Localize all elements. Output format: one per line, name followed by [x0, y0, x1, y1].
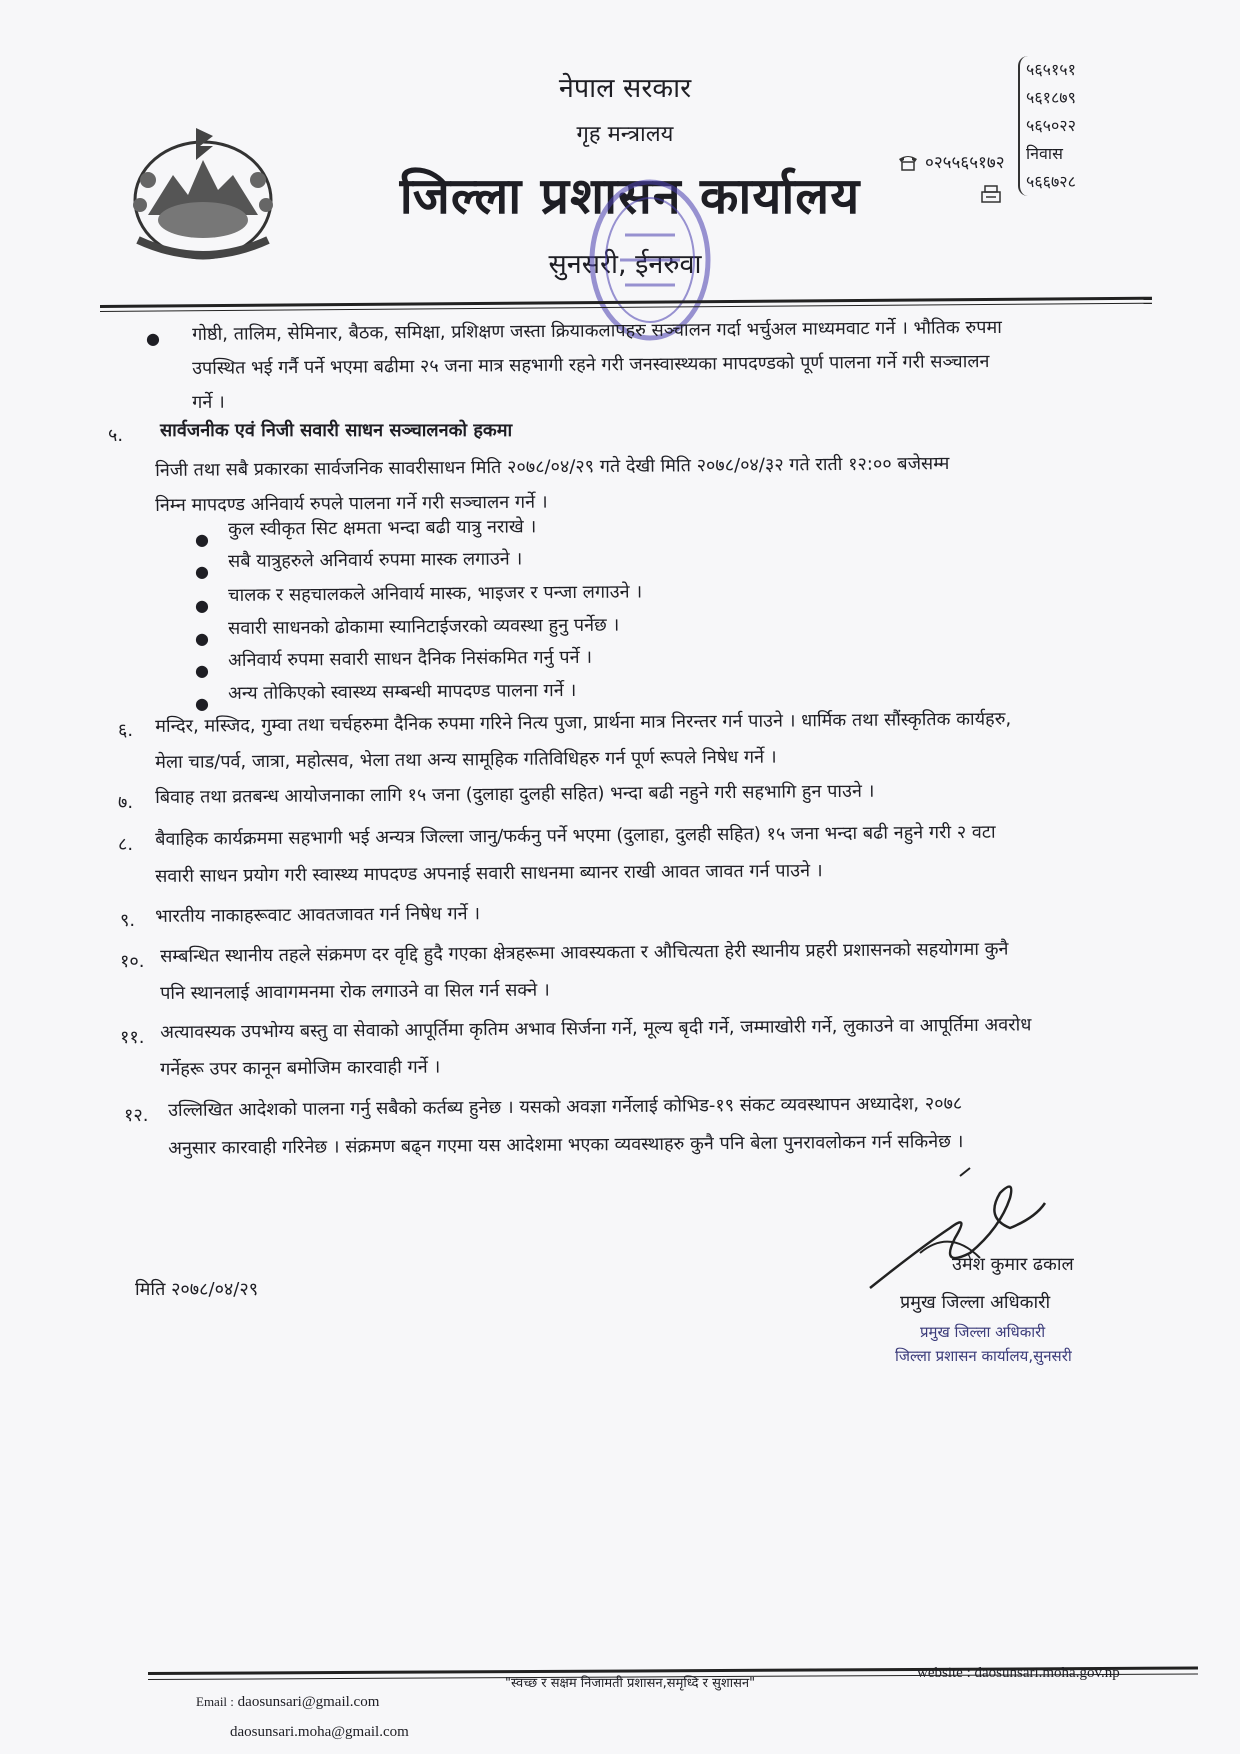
office-phone-list [1018, 56, 1076, 196]
item-number: ५. [108, 425, 124, 446]
issue-date: मिति २०७८/०४/२९ [135, 1279, 259, 1300]
government-title: नेपाल सरकार [558, 73, 692, 104]
signer-title: प्रमुख जिल्ला अधिकारी [900, 1292, 1051, 1313]
residence-phone: ०२५५६५१७२ [925, 153, 1005, 173]
item-line: गर्नेहरू उपर कानून बमोजिम कारवाही गर्ने । [160, 1056, 441, 1080]
item4-line: गर्ने । [192, 391, 225, 413]
item5-bullet: कुल स्वीकृत सिट क्षमता भन्दा बढी यात्रु नराखे । [228, 516, 537, 540]
item5-line: निम्न मापदण्ड अनिवार्य रुपले पालना गर्ने गरी सञ्चालन गर्ने । [155, 491, 548, 516]
seal-text: प्रमुख जिल्ला अधिकारी [920, 1323, 1046, 1341]
item-line: मेला चाड/पर्व, जात्रा, महोत्सव, भेला तथा अन्य सामूहिक गतिविधिहरु गर्न पूर्ण रूपले निषेध गर्ने । [155, 746, 777, 773]
item-line: पनि स्थानलाई आवागमनमा रोक लगाउने वा सिल गर्न सक्ने । [160, 979, 550, 1004]
item-number: ८. [118, 834, 134, 855]
item5-line: निजी तथा सबै प्रकारका सार्वजनिक सावरीसाधन मिति २०७८/०४/२९ गते देखी मिति २०७८/०४/३२ गते राती १२:०० बजेसम्म [155, 453, 950, 481]
bullet-icon: ● [195, 661, 209, 680]
item-number: १२. [124, 1105, 149, 1126]
item-line: बैवाहिक कार्यक्रममा सहभागी भई अन्यत्र जिल्ला जानु/फर्कनु पर्ने भएमा (दुलाहा, दुलही सहित) १५ जना भन्दा बढी नहुने गरी २ वटा [155, 821, 996, 850]
item5-bullet: चालक र सहचालकले अनिवार्य मास्क, भाइजर र पन्जा लगाउने । [228, 581, 643, 606]
item-number: ७. [118, 792, 134, 813]
item-line: अनुसार कारवाही गरिनेछ । संक्रमण बढ्न गएमा यस आदेशमा भएका व्यवस्थाहरु कुनै पनि बेला पुनरावलोकन गर्न सकिनेछ । [168, 1131, 964, 1159]
item4-line: गोष्ठी, तालिम, सेमिनार, बैठक, समिक्षा, प्रशिक्षण जस्ता क्रियाकलापहरु सञ्चालन गर्दा भर्चुअल माध्यमवाट गर्ने । भौतिक रुपमा [192, 316, 1002, 345]
bullet-icon: ● [195, 596, 209, 615]
item4-line: उपस्थित भई गर्नै पर्ने भएमा बढीमा २५ जना मात्र सहभागी रहने गरी जनस्वास्थ्यका मापदण्डको पूर्ण पालना गर्ने गरी सञ्चालन [192, 351, 990, 379]
fax-row [980, 185, 1002, 203]
bullet-icon: ● [195, 694, 209, 713]
phone-number: ५६५१५१ [1026, 60, 1076, 79]
item5-heading: सार्वजनीक एवं निजी सवारी साधन सञ्चालनको हकमा [160, 420, 513, 441]
signer-name: उमेश कुमार ढकाल [952, 1254, 1074, 1275]
fax-icon [980, 185, 1002, 203]
office-title: जिल्ला प्रशासन कार्यालय [399, 167, 861, 225]
phone-number: ५६१८७९ [1026, 88, 1076, 107]
bullet-icon: ● [195, 530, 209, 549]
ministry-name: गृह मन्त्रालय [576, 122, 674, 147]
email-link[interactable]: daosunsari.moha@gmail.com [230, 1724, 409, 1740]
district-name: सुनसरी, ईनरुवा [548, 249, 702, 280]
residence-phone-row [897, 150, 1005, 173]
item5-bullet: सवारी साधनको ढोकामा स्यानिटाईजरको व्यवस्था हुनु पर्नेछ । [228, 614, 620, 639]
email-label: Email : [196, 1694, 234, 1709]
website-link[interactable]: website : daosunsari.moha.gov.np [917, 1665, 1120, 1681]
item-number: १०. [120, 951, 145, 972]
item5-bullet: सबै यात्रुहरुले अनिवार्य रुपमा मास्क लगाउने । [228, 548, 523, 572]
footer-emails [196, 1687, 409, 1747]
seal-text: जिल्ला प्रशासन कार्यालय,सुनसरी [895, 1347, 1072, 1365]
item-line: सम्बन्धित स्थानीय तहले संक्रमण दर वृद्दि हुदै गएका क्षेत्रहरूमा आवस्यकता र औचित्यता हेरी स्थानीय प्रहरी प्रशासनको सहयोगमा कुनै [160, 938, 1009, 967]
item-line: मन्दिर, मस्जिद, गुम्वा तथा चर्चहरुमा दैनिक रुपमा गरिने नित्य पुजा, प्रार्थना मात्र निरन्तर गर्न पाउने । धार्मिक तथा सौंस्कृतिक कार्यहरु, [155, 708, 1012, 737]
bullet-icon: ● [146, 329, 160, 348]
bullet-icon: ● [195, 562, 209, 581]
item-number: ६. [118, 720, 134, 741]
phone-number: ५६५०२२ [1026, 116, 1076, 135]
item-line: भारतीय नाकाहरूवाट आवतजावत गर्न निषेध गर्ने । [155, 903, 481, 927]
telephone-icon [897, 153, 919, 171]
bullet-icon: ● [195, 629, 209, 648]
item5-bullet: अन्य तोकिएको स्वास्थ्य सम्बन्धी मापदण्ड पालना गर्ने । [228, 679, 577, 704]
item-line: बिवाह तथा व्रतबन्ध आयोजनाका लागि १५ जना (दुलाहा दुलही सहित) भन्दा बढी नहुने गरी सहभागि हुन पाउने । [155, 780, 875, 808]
item5-bullet: अनिवार्य रुपमा सवारी साधन दैनिक निसंकमित गर्नु पर्ने । [228, 646, 593, 671]
item-number: ११. [120, 1027, 145, 1048]
item-line: अत्यावस्यक उपभोग्य बस्तु वा सेवाको आपूर्तिमा कृतिम अभाव सिर्जना गर्ने, मूल्य बृदी गर्ने, जम्माखोरी गर्ने, लुकाउने वा आपूर्तिमा अवरोध [160, 1014, 1032, 1043]
item-line: उल्लिखित आदेशको पालना गर्नु सबैको कर्तब्य हुनेछ । यसको अवज्ञा गर्नेलाई कोभिड-१९ संकट व्यवस्थापन अध्यादेश, २०७८ [168, 1093, 963, 1121]
nepal-emblem-icon [118, 120, 288, 265]
item-line: सवारी साधन प्रयोग गरी स्वास्थ्य मापदण्ड अपनाई सवारी साधनमा ब्यानर राखी आवत जावत गर्न पाउने । [155, 860, 823, 887]
footer-motto: "स्वच्छ र सक्षम निजामती प्रशासन,समृध्दि र सुशासन" [505, 1676, 756, 1691]
residence-label: निवास [1026, 144, 1063, 163]
fax-number: ५६६७२८ [1026, 172, 1076, 191]
item-number: ९. [120, 910, 136, 931]
email-link[interactable]: daosunsari@gmail.com [237, 1694, 380, 1710]
signature-icon [860, 1158, 1050, 1298]
